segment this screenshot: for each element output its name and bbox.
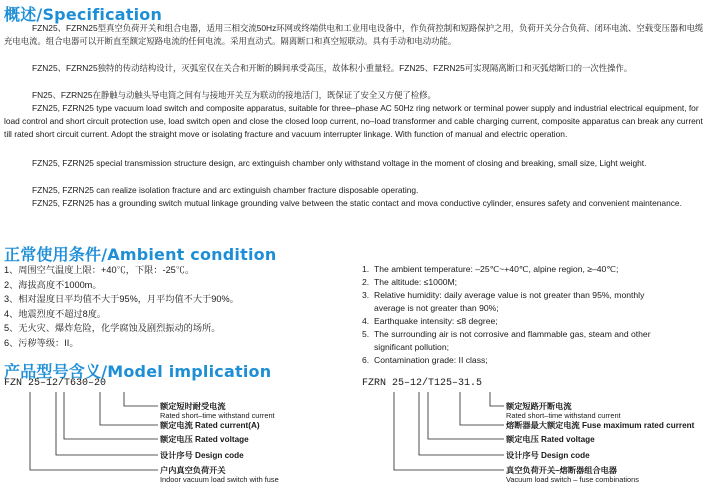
- leader-line: [56, 392, 158, 455]
- list-item: 4、地震烈度不超过8度。: [4, 308, 107, 319]
- section-title-specification: 概述/Specification: [4, 5, 163, 24]
- list-item: 4. Earthquake intensity: ≤8 degree;: [362, 316, 498, 326]
- section-title-model: 产品型号含义/Model implication: [4, 362, 272, 381]
- model-code-fzrn: FZRN 25–12/T125–31.5: [362, 378, 483, 389]
- model-label-rated-voltage: 额定电压 Rated voltage: [160, 435, 249, 444]
- paragraph-text: FZN25、FZRN25独特的传动结构设计，灭弧室仅在关合和开断的瞬间承受高压，故体积小重量轻。FZN25、FZRN25可实现隔离断口和灭弧熔断口的一次性操作。: [32, 63, 633, 73]
- list-item: 3. Relative humidity: daily average value is not greater than 95%, monthly: [362, 290, 645, 300]
- paragraph-text: FZN25、FZRN25型真空负荷开关和组合电器，适用三相交流50Hz环网或终端供电和工业用电设备中，作负荷控制和短路保护之用，负荷开关分合负荷、闭环电流、空载变压器和电缆充电电流。组合电器可以开断直至额定短路电流的任何电流。采用直动式。隔离断口和真空短联动。具有手动和电动功能。: [4, 23, 704, 47]
- list-item-continued: significant pollution;: [374, 342, 450, 352]
- leader-line: [419, 392, 504, 455]
- model-label-rated-short-break: 额定短路开断电流 Rated short–time withstand current: [506, 402, 621, 420]
- model-code-fzn: FZN 25–12/T630–20: [4, 378, 107, 389]
- leader-line: [428, 392, 504, 439]
- list-item: 5. The surrounding air is not corrosive and flammable gas, steam and other: [362, 329, 651, 339]
- model-label-product-type: 真空负荷开关–熔断器组合电器 Vacuum load switch – fuse combinations: [506, 466, 639, 484]
- list-item: 6、污秽等级：II。: [4, 337, 79, 348]
- model-label-rated-short-time: 额定短时耐受电流 Rated short–time withstand current: [160, 402, 275, 420]
- list-item: 1、周围空气温度上限：+40℃，下限：-25℃。: [4, 265, 195, 275]
- model-label-design-code: 设计序号 Design code: [506, 451, 590, 460]
- list-item: 5、无火灾、爆炸危险，化学腐蚀及剧烈振动的场所。: [4, 323, 221, 333]
- section-title-ambient: 正常使用条件/Ambient condition: [4, 245, 277, 264]
- model-label-product-type: 户内真空负荷开关 Indoor vacuum load switch with fuse: [160, 466, 279, 484]
- model-label-rated-current: 额定电流 Rated current(A): [160, 421, 260, 430]
- paragraph-text: FZN25, FZRN25 has a grounding switch mutual linkage grounding valve between the static contact and mova conductive cylinder, ensures safety and convenient maintenance.: [32, 198, 682, 208]
- leader-line: [64, 392, 158, 439]
- leader-line: [394, 392, 504, 470]
- model-label-rated-voltage: 额定电压 Rated voltage: [506, 435, 595, 444]
- paragraph-text: FZN25, FZRN25 type vacuum load switch and composite apparatus, suitable for three–phase AC 50Hz ring network or terminal power supply and industrial electrical equipment, for load control and short circuit protection use, load switch open and close the closed loop current, no–load transformer and cable charging current, composite apparatus can break any current till rated short circuit current. Adopt the straight move or isolating fracture and vacuum interrupter linkage. With function of manual and electric operation.: [4, 103, 703, 140]
- leader-line: [30, 392, 158, 470]
- list-item: 2、海拔高度不1000m。: [4, 279, 102, 290]
- paragraph-text: FZN25, FZRN25 special transmission structure design, arc extinguish chamber only withstand voltage in the moment of closing and breaking, small size, Light weight.: [32, 158, 647, 168]
- model-label-design-code: 设计序号 Design code: [160, 451, 244, 460]
- list-item: 1. The ambient temperature: –25℃~+40℃, alpine region, ≥–40℃;: [362, 264, 619, 274]
- list-item: 2. The altitude: ≤1000M;: [362, 277, 458, 287]
- model-label-fuse-current: 熔断器最大额定电流 Fuse maximum rated current: [506, 421, 695, 430]
- leader-line: [490, 392, 504, 406]
- list-item: 3、相对湿度日平均值不大于95%，月平均值不大于90%。: [4, 294, 239, 304]
- paragraph-text: FN25、FZRN25在静触与动触头导电筒之间有与接地开关互为联动的接地活门，既保证了安全又方便了检修。: [32, 90, 436, 100]
- list-item-continued: average is not greater than 90%;: [374, 303, 499, 313]
- list-item: 6. Contamination grade: II class;: [362, 355, 488, 365]
- paragraph-text: FZN25, FZRN25 can realize isolation fracture and arc extinguish chamber fracture disposable operating.: [32, 185, 419, 195]
- leader-line: [460, 392, 504, 425]
- leader-line: [124, 392, 158, 406]
- leader-line: [100, 392, 158, 425]
